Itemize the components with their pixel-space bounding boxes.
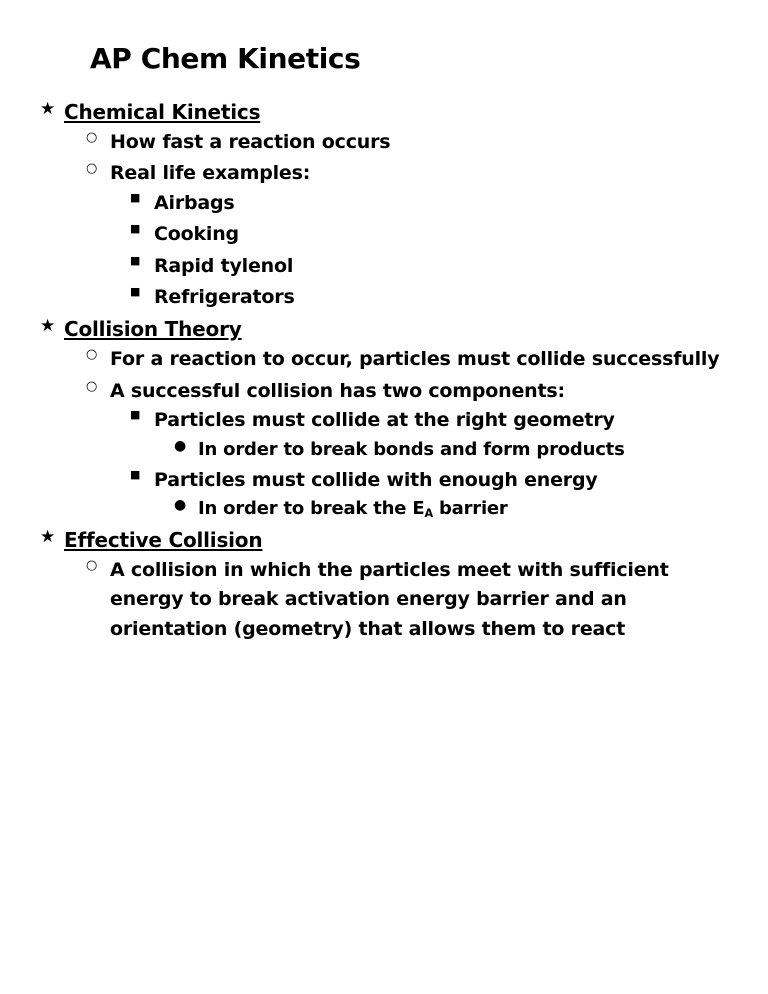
outline-children: [130, 436, 728, 464]
square-bullet-icon: ■: [130, 253, 141, 267]
page-title: AP Chem Kinetics: [90, 42, 361, 75]
square-bullet-icon: ■: [130, 222, 141, 236]
list-item: [86, 377, 728, 523]
list-item: [130, 406, 728, 463]
list-item: [130, 466, 728, 523]
list-item-label: A successful collision has two components:: [110, 379, 565, 402]
list-item-label: [198, 495, 728, 523]
list-item: [174, 436, 728, 464]
label-part-post: barrier: [432, 498, 508, 520]
list-item: [130, 283, 728, 312]
list-item: [86, 159, 728, 312]
list-item: [174, 495, 728, 523]
section-heading: Chemical Kinetics: [64, 99, 261, 124]
outline-section: [40, 525, 728, 644]
circle-bullet-icon: ○: [86, 378, 98, 394]
list-item-label: Airbags: [154, 191, 235, 214]
square-bullet-icon: ■: [130, 467, 141, 481]
square-bullet-icon: ■: [130, 190, 141, 204]
outline-children: [40, 556, 728, 644]
list-item: [86, 345, 728, 374]
outline-children: [40, 128, 728, 313]
list-item: [130, 189, 728, 218]
circle-bullet-icon: ○: [86, 161, 98, 177]
outline-children: [86, 406, 728, 523]
list-item: [86, 556, 728, 644]
subscript-a: A: [424, 507, 433, 521]
list-item: [86, 128, 728, 157]
list-item-label: Refrigerators: [154, 285, 295, 308]
list-item-label: Particles must collide at the right geometry: [154, 409, 615, 432]
list-item-label: Rapid tylenol: [154, 254, 294, 277]
circle-bullet-icon: ○: [86, 347, 98, 363]
dot-bullet-icon: ●: [174, 497, 187, 514]
outline-children: [86, 189, 728, 313]
list-item-label: For a reaction to occur, particles must collide successfully: [110, 348, 720, 371]
list-item-label: Particles must collide with enough energy: [154, 468, 598, 491]
outline-children: [40, 345, 728, 523]
list-item-label: Cooking: [154, 223, 239, 246]
outline-section: [40, 97, 728, 313]
list-item: [130, 252, 728, 281]
list-item-label: Real life examples:: [110, 162, 311, 185]
square-bullet-icon: ■: [130, 284, 141, 298]
star-bullet-icon: ★: [40, 526, 56, 547]
label-part-pre: In order to break the E: [198, 498, 425, 520]
list-item-label: How fast a reaction occurs: [110, 130, 391, 153]
square-bullet-icon: ■: [130, 408, 141, 422]
outline-root: [40, 97, 728, 644]
section-heading: Effective Collision: [64, 527, 263, 552]
section-heading: Collision Theory: [64, 317, 242, 342]
outline-children: [130, 495, 728, 523]
list-item-label: In order to break bonds and form products: [198, 438, 625, 460]
dot-bullet-icon: ●: [174, 437, 187, 454]
circle-bullet-icon: ○: [86, 129, 98, 145]
outline-section: [40, 314, 728, 523]
list-item-label: A collision in which the particles meet with sufficient energy to break activation energy barrier and an orientation (geometry) that allows them to react: [110, 558, 669, 640]
circle-bullet-icon: ○: [86, 557, 98, 573]
star-bullet-icon: ★: [40, 316, 56, 337]
star-bullet-icon: ★: [40, 98, 56, 119]
list-item: [130, 220, 728, 249]
